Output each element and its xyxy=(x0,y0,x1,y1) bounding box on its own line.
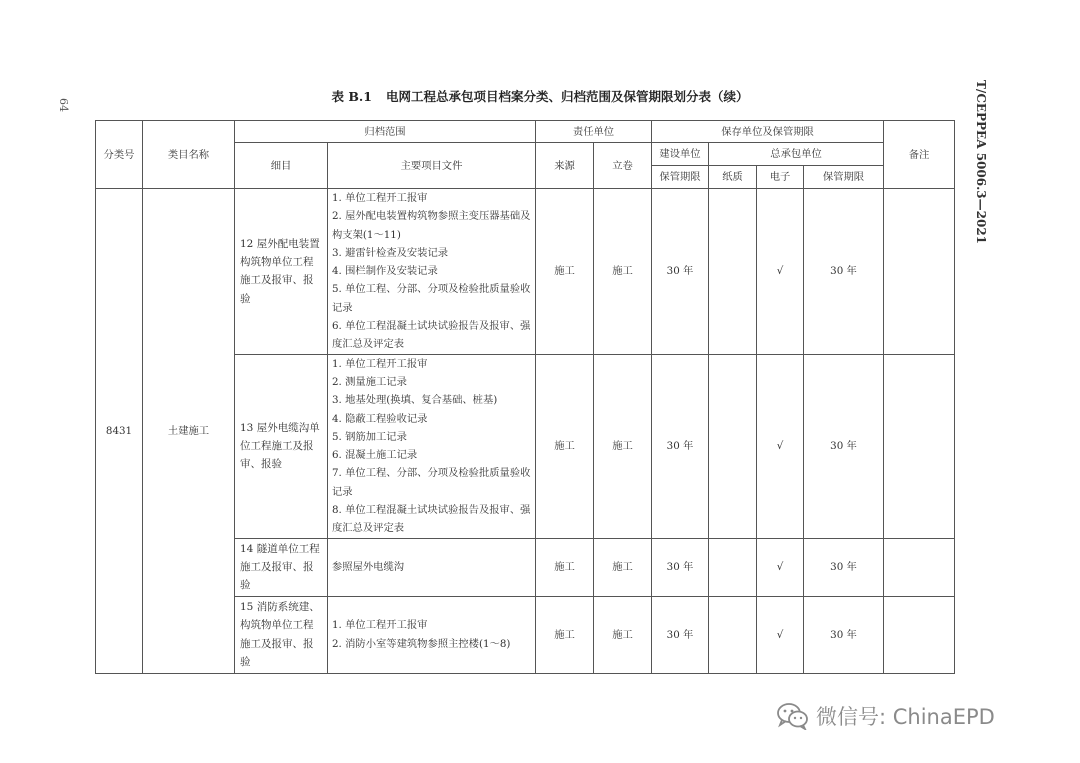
doc-item: 5. 单位工程、分部、分项及检验批质量验收记录 xyxy=(332,283,531,314)
row-detail: 15 消防系统建、构筑物单位工程施工及报审、报验 xyxy=(235,596,328,673)
row-remarks xyxy=(884,354,955,538)
row-filing: 施工 xyxy=(594,596,652,673)
row-electronic: √ xyxy=(757,354,804,538)
row-detail: 12 屋外配电装置构筑物单位工程施工及报审、报验 xyxy=(235,189,328,355)
header-filing: 立卷 xyxy=(594,143,652,189)
row-detail: 14 隧道单位工程施工及报审、报验 xyxy=(235,538,328,596)
row-remarks xyxy=(884,189,955,355)
header-contractor: 总承包单位 xyxy=(709,143,884,166)
row-builder-period: 30 年 xyxy=(652,189,709,355)
doc-item: 8. 单位工程混凝土试块试验报告及报审、强度汇总及评定表 xyxy=(332,504,531,535)
doc-item: 2. 屋外配电装置构筑物参照主变压器基础及构支架(1～11) xyxy=(332,210,531,241)
row-paper xyxy=(709,596,757,673)
row-filing: 施工 xyxy=(594,538,652,596)
row-docs xyxy=(328,189,536,355)
page-number: 64 xyxy=(57,98,70,112)
row-detail: 13 屋外电缆沟单位工程施工及报审、报验 xyxy=(235,354,328,538)
watermark xyxy=(776,700,995,732)
row-source: 施工 xyxy=(536,189,594,355)
row-contractor-period: 30 年 xyxy=(804,189,884,355)
row-electronic: √ xyxy=(757,189,804,355)
row-electronic: √ xyxy=(757,596,804,673)
doc-item: 7. 单位工程、分部、分项及检验批质量验收记录 xyxy=(332,467,531,498)
doc-item: 1. 单位工程开工报审 xyxy=(332,192,428,204)
standard-code: T/CEPPEA 5006.3—2021 xyxy=(974,80,988,245)
doc-item: 2. 消防小室等建筑物参照主控楼(1～8) xyxy=(332,637,511,650)
row-paper xyxy=(709,189,757,355)
header-source: 来源 xyxy=(536,143,594,189)
row-paper xyxy=(709,354,757,538)
row-docs xyxy=(328,538,536,596)
doc-item: 4. 隐蔽工程验收记录 xyxy=(332,412,428,425)
row-remarks xyxy=(884,596,955,673)
row-builder-period: 30 年 xyxy=(652,354,709,538)
header-custody: 保存单位及保管期限 xyxy=(652,121,884,143)
table-title-text: 电网工程总承包项目档案分类、归档范围及保管期限划分表（续） xyxy=(385,89,749,104)
archive-table xyxy=(95,120,955,674)
row-docs xyxy=(328,354,536,538)
header-code: 分类号 xyxy=(96,121,143,189)
row-source: 施工 xyxy=(536,538,594,596)
table-row xyxy=(96,189,955,355)
doc-item: 3. 地基处理(换填、复合基础、桩基) xyxy=(332,394,498,407)
doc-item: 3. 避雷针检查及安装记录 xyxy=(332,246,449,259)
group-code: 8431 xyxy=(96,189,143,674)
row-electronic: √ xyxy=(757,538,804,596)
header-category: 类目名称 xyxy=(143,121,235,189)
row-contractor-period: 30 年 xyxy=(804,596,884,673)
row-filing: 施工 xyxy=(594,354,652,538)
doc-item: 6. 单位工程混凝土试块试验报告及报审、强度汇总及评定表 xyxy=(332,320,531,351)
header-contractor-period: 保管期限 xyxy=(804,166,884,189)
header-builder-period: 保管期限 xyxy=(652,166,709,189)
row-paper xyxy=(709,538,757,596)
watermark-text: 微信号: ChinaEPD xyxy=(816,705,995,729)
doc-item: 1. 单位工程开工报审 xyxy=(332,619,428,632)
doc-item: 4. 围栏制作及安装记录 xyxy=(332,265,438,278)
row-source: 施工 xyxy=(536,596,594,673)
row-contractor-period: 30 年 xyxy=(804,354,884,538)
table-title xyxy=(0,87,1080,105)
table-title-number: 表 B.1 xyxy=(331,89,372,104)
row-source: 施工 xyxy=(536,354,594,538)
header-remarks: 备注 xyxy=(884,121,955,189)
doc-item: 参照屋外电缆沟 xyxy=(332,561,405,574)
row-builder-period: 30 年 xyxy=(652,538,709,596)
row-contractor-period: 30 年 xyxy=(804,538,884,596)
row-builder-period: 30 年 xyxy=(652,596,709,673)
header-detail: 细目 xyxy=(235,143,328,189)
row-remarks xyxy=(884,538,955,596)
header-archive-scope: 归档范围 xyxy=(235,121,536,143)
doc-item: 2. 测量施工记录 xyxy=(332,375,407,388)
wechat-icon xyxy=(776,702,810,730)
group-category: 土建施工 xyxy=(143,189,235,674)
doc-item: 1. 单位工程开工报审 xyxy=(332,357,428,370)
header-paper: 纸质 xyxy=(709,166,757,189)
doc-item: 6. 混凝土施工记录 xyxy=(332,449,418,462)
row-filing: 施工 xyxy=(594,189,652,355)
header-electronic: 电子 xyxy=(757,166,804,189)
header-responsible: 责任单位 xyxy=(536,121,652,143)
header-main-docs: 主要项目文件 xyxy=(328,143,536,189)
doc-item: 5. 钢筋加工记录 xyxy=(332,430,407,443)
header-builder: 建设单位 xyxy=(652,143,709,166)
row-docs xyxy=(328,596,536,673)
